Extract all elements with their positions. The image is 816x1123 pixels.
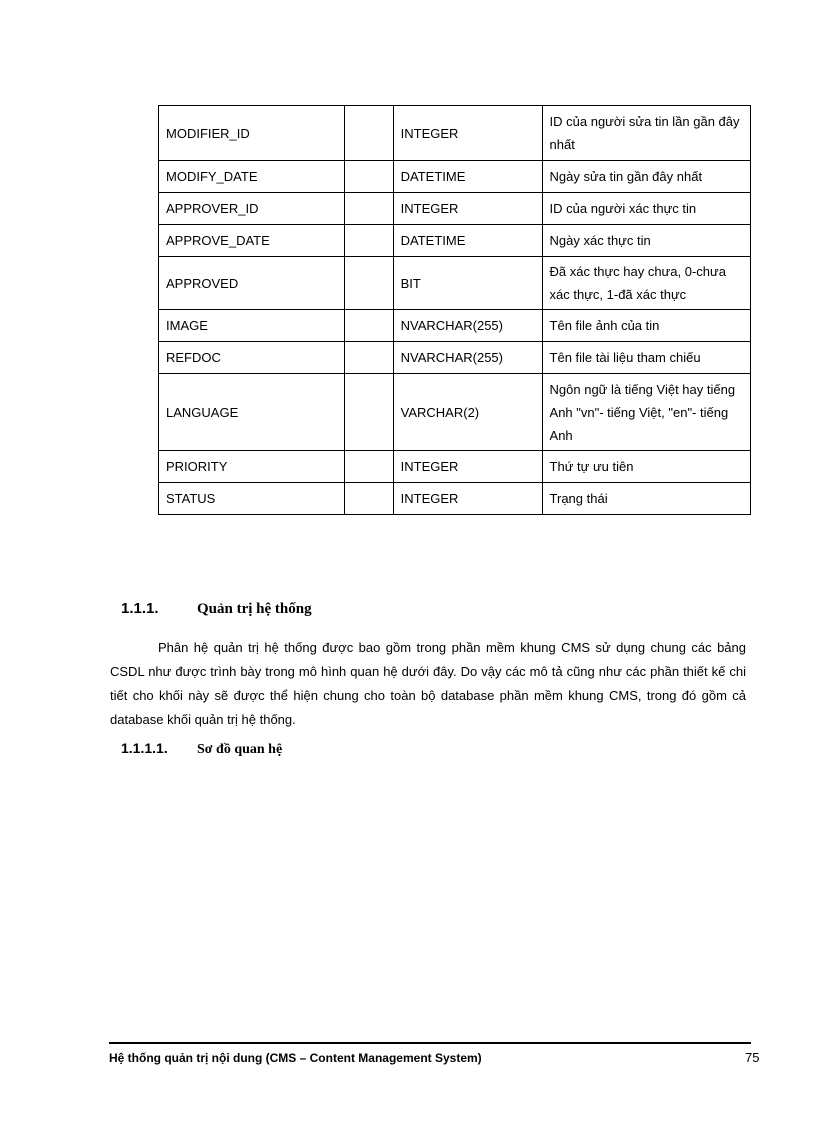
field-extra <box>344 310 393 342</box>
field-desc: Ngày xác thực tin <box>542 225 750 257</box>
field-extra <box>344 257 393 310</box>
subsection-number: 1.1.1.1. <box>121 740 168 756</box>
field-table-body <box>159 106 751 515</box>
table-row <box>159 106 751 161</box>
field-table <box>158 105 751 515</box>
field-type: NVARCHAR(255) <box>393 342 542 374</box>
field-name: LANGUAGE <box>159 374 345 451</box>
table-row <box>159 193 751 225</box>
table-row <box>159 451 751 483</box>
field-name: APPROVE_DATE <box>159 225 345 257</box>
field-name: APPROVED <box>159 257 345 310</box>
table-row <box>159 374 751 451</box>
field-type: VARCHAR(2) <box>393 374 542 451</box>
field-name: REFDOC <box>159 342 345 374</box>
table-row <box>159 342 751 374</box>
field-desc: Trạng thái <box>542 483 750 515</box>
field-type: INTEGER <box>393 483 542 515</box>
field-desc: Ngôn ngữ là tiếng Việt hay tiếng Anh "vn"- tiếng Việt, "en"- tiếng Anh <box>542 374 750 451</box>
section-heading <box>121 600 312 618</box>
field-extra <box>344 342 393 374</box>
table-row <box>159 483 751 515</box>
subsection-title: Sơ đồ quan hệ <box>197 742 283 757</box>
field-type: INTEGER <box>393 193 542 225</box>
field-type: INTEGER <box>393 106 542 161</box>
field-extra <box>344 106 393 161</box>
field-extra <box>344 193 393 225</box>
field-desc: Tên file ảnh của tin <box>542 310 750 342</box>
field-desc: Ngày sửa tin gần đây nhất <box>542 161 750 193</box>
field-type: DATETIME <box>393 225 542 257</box>
field-name: APPROVER_ID <box>159 193 345 225</box>
field-name: PRIORITY <box>159 451 345 483</box>
field-type: INTEGER <box>393 451 542 483</box>
field-name: IMAGE <box>159 310 345 342</box>
field-desc: ID của người sửa tin lần gần đây nhất <box>542 106 750 161</box>
field-type: DATETIME <box>393 161 542 193</box>
footer-title: Hệ thống quản trị nội dung (CMS – Content Management System) <box>109 1051 482 1065</box>
field-name: STATUS <box>159 483 345 515</box>
table-row <box>159 161 751 193</box>
subsection-heading <box>121 740 282 758</box>
field-desc: Đã xác thực hay chưa, 0-chưa xác thực, 1-đã xác thực <box>542 257 750 310</box>
footer-divider <box>109 1042 751 1044</box>
section-title: Quản trị hệ thống <box>197 601 312 617</box>
table-row <box>159 225 751 257</box>
field-desc: Tên file tài liệu tham chiếu <box>542 342 750 374</box>
page-number: 75 <box>745 1050 760 1065</box>
field-type: NVARCHAR(255) <box>393 310 542 342</box>
field-desc: Thứ tự ưu tiên <box>542 451 750 483</box>
section-paragraph: Phân hệ quản trị hệ thống được bao gồm trong phần mềm khung CMS sử dụng chung các bảng CSDL như được trình bày trong mô hình quan hệ dưới đây. Do vậy các mô tả cũng như các phần thiết kế chi tiết cho khối này sẽ được thể hiện chung cho toàn bộ database phần mềm khung CMS, trong đó gồm cả database khối quản trị hệ thống. <box>110 640 746 727</box>
field-extra <box>344 161 393 193</box>
field-extra <box>344 483 393 515</box>
field-type: BIT <box>393 257 542 310</box>
section-number: 1.1.1. <box>121 600 159 617</box>
table-row <box>159 257 751 310</box>
field-name: MODIFIER_ID <box>159 106 345 161</box>
table-row <box>159 310 751 342</box>
field-extra <box>344 374 393 451</box>
field-name: MODIFY_DATE <box>159 161 345 193</box>
field-extra <box>344 225 393 257</box>
field-extra <box>344 451 393 483</box>
field-desc: ID của người xác thực tin <box>542 193 750 225</box>
